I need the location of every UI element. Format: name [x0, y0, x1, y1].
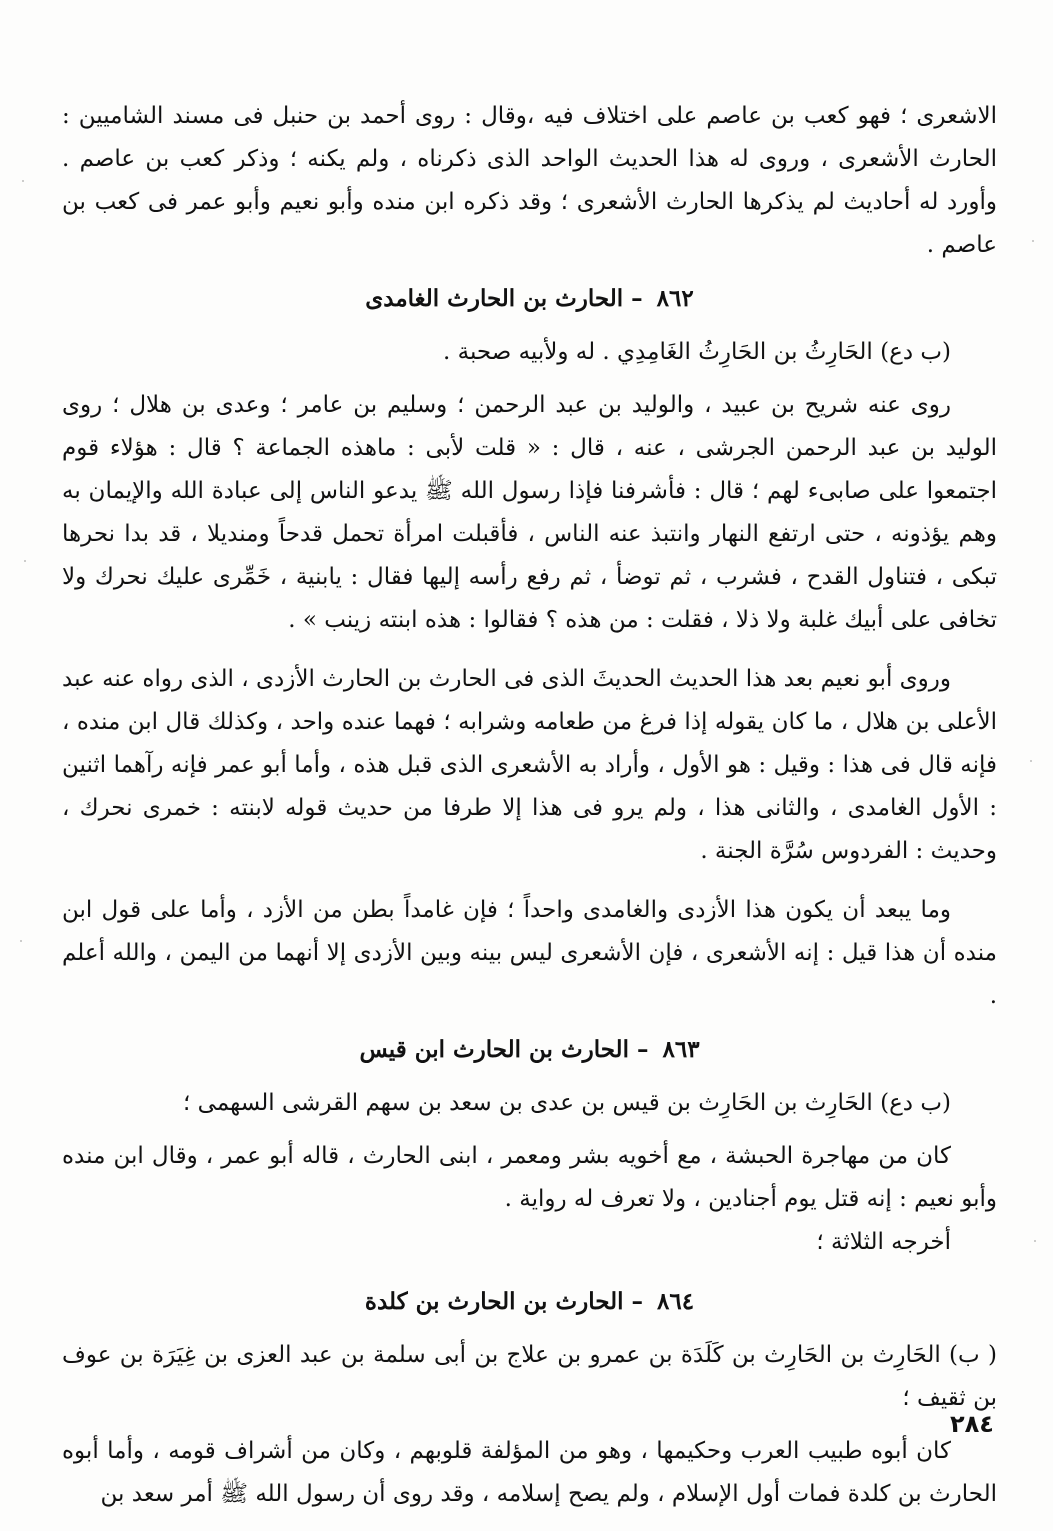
entry-paragraph: كان من مهاجرة الحبشة ، مع أخويه بشر ومعمر ، ابنى الحارث ، قاله أبو عمر ، وقال ابن منده وأبو نعيم : إنه قتل يوم أجنادين ، ولا تعرف له رواية .	[62, 1143, 997, 1212]
page-number: ٢٨٤	[950, 1410, 994, 1438]
entry-number: ٨٦٢	[656, 285, 694, 312]
scan-speck	[1030, 760, 1032, 762]
scan-speck	[1032, 240, 1034, 242]
page-body	[62, 95, 997, 1516]
dash: –	[636, 1036, 649, 1063]
entry-heading-863	[62, 1028, 997, 1072]
scan-speck	[22, 180, 24, 182]
entry-number: ٨٦٣	[662, 1036, 700, 1063]
entry-paragraph: أخرجه الثلاثة ؛	[816, 1229, 951, 1255]
scan-speck	[24, 560, 26, 562]
entry-paragraph: وروى أبو نعيم بعد هذا الحديث الحديثَ الذى فى الحارث بن الحارث الأزدى ، الذى رواه عنه عبد الأعلى بن هلال ، ما كان يقوله إذا فرغ من طعامه وشرابه ؛ فهما عنده واحد ، وكذلك قال ابن منده ، فإنه قال فى هذا : وقيل : هو الأول ، وأراد به الأشعرى الذى قبل هذه ، وأما أبو عمر فإنه رآهما اثنين : الأول الغامدى ، والثانى هذا ، ولم يرو فى هذا إلا طرفا من حديث قوله لابنته : خمرى نحرك ، وحديث : الفردوس سُرَّة الجنة .	[62, 666, 997, 864]
entry-title: الحارث بن الحارث بن كلدة	[364, 1288, 624, 1315]
entry-intro: ( ب) الحَارِث بن الحَارِث بن كَلَدَة بن عمرو بن علاج بن أبى سلمة بن عبد العزى بن غِيَرَة بن عوف بن ثقيف ؛	[62, 1342, 997, 1411]
scan-speck	[20, 940, 22, 942]
entry-paragraph: روى عنه شريح بن عبيد ، والوليد بن عبد الرحمن ؛ وسليم بن عامر ؛ وعدى بن هلال ؛ روى الوليد بن عبد الرحمن الجرشى ، عنه ، قال : « قلت لأبى : ماهذه الجماعة ؟ قال : هؤلاء قوم اجتمعوا على صابىء لهم ؛ قال : فأشرفنا فإذا رسول الله ﷺ يدعو الناس إلى عبادة الله والإيمان به وهم يؤذونه ، حتى ارتفع النهار وانتبذ عنه الناس ، فأقبلت امرأة تحمل قدحاً ومنديلا ، قد بدا نحرها تبكى ، فتناول القدح ، فشرب ، ثم توضأ ، ثم رفع رأسه إليها فقال : يابنية ، خَمِّرى عليك نحرك ولا تخافى على أبيك غلبة ولا ذلا ، فقلت : من هذه ؟ فقالوا : هذه ابنته زينب » .	[62, 392, 997, 633]
continuation-paragraph: الاشعرى ؛ فهو كعب بن عاصم على اختلاف فيه ،وقال : روى أحمد بن حنبل فى مسند الشاميين : الحارث الأشعرى ، وروى له هذا الحديث الواحد الذى ذكرناه ، ولم يكنه ؛ وذكر كعب بن عاصم . وأورد له أحاديث لم يذكرها الحارث الأشعرى ؛ وقد ذكره ابن منده وأبو نعيم وأبو عمر فى كعب بن عاصم .	[62, 103, 997, 258]
entry-heading-862	[62, 277, 997, 321]
entry-intro: (ب دع) الحَارِثُ بن الحَارِثُ الغَامِدِي . له ولأبيه صحبة .	[442, 339, 951, 365]
entry-number: ٨٦٤	[657, 1288, 695, 1315]
entry-paragraph: كان أبوه طبيب العرب وحكيمها ، وهو من المؤلفة قلوبهم ، وكان من أشراف قومه ، وأما أبوه الحارث بن كلدة فمات أول الإسلام ، ولم يصح إسلامه ، وقد روى أن رسول الله ﷺ أمر سعد بن	[62, 1438, 997, 1507]
entry-intro: (ب دع) الحَارِث بن الحَارِث بن قيس بن عدى بن سعد بن سهم القرشى السهمى ؛	[183, 1090, 951, 1116]
entry-title: الحارث بن الحارث ابن قيس	[359, 1036, 629, 1063]
scan-speck	[1034, 1240, 1036, 1242]
entry-paragraph: وما يبعد أن يكون هذا الأزدى والغامدى واحداً ؛ فإن غامداً بطن من الأزد ، وأما على قول ابن منده أن هذا قيل : إنه الأشعرى ، فإن الأشعرى ليس بينه وبين الأزدى إلا أنهما من اليمن ، والله أعلم .	[62, 897, 997, 1009]
entry-heading-864	[62, 1280, 997, 1324]
entry-title: الحارث بن الحارث الغامدى	[365, 285, 624, 312]
dash: –	[631, 285, 643, 312]
dash: –	[631, 1288, 643, 1315]
